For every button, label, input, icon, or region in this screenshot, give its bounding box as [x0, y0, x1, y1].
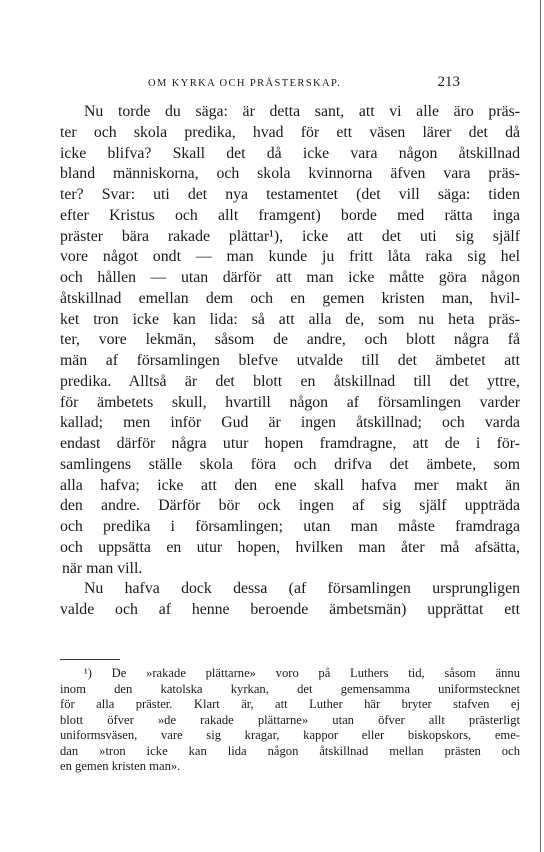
text-line: valde och af henne beroende ämbetsmän) upprättat ett: [60, 601, 520, 618]
text-line: när man vill.: [62, 559, 143, 577]
text-line: och uppsätta en utur hopen, hvilken man åter må afsätta,: [60, 538, 520, 556]
text-line: kallad; men inför Gud är ingen åtskillnad; och varda: [60, 414, 520, 432]
text-line: alla hafva; icke att den ene skall hafva mer makt än: [60, 476, 520, 494]
text-line: icke blifva? Skall det då icke vara någon åtskillnad: [60, 144, 520, 162]
body-text: [60, 102, 520, 621]
text-line: Nu torde du säga: är detta sant, att vi alle äro präs-: [84, 103, 520, 120]
text-line: åtskillnad emellan dem och en gemen kristen man, hvil-: [60, 289, 520, 307]
footnote-line: för alla präster. Klart är, att Luther här bryter stafven ej: [60, 697, 520, 711]
paragraph-1: [60, 102, 520, 579]
text-line: bland människorna, och skola kvinnorna äfven vara präs-: [60, 165, 520, 183]
text-line: den andre. Därför bör ock ingen af sig själf uppträda: [60, 497, 520, 515]
text-line: och predika i församlingen; utan man måste framdraga: [60, 518, 520, 535]
text-line: predika. Alltså är det blott en åtskillnad till det yttre,: [60, 372, 520, 390]
text-line: ter, vore lekmän, såsom de andre, och blott några få: [60, 331, 520, 349]
text-line: män af församlingen blefve utvalde till det ämbetet att: [60, 352, 520, 369]
paragraph-2: [60, 579, 520, 621]
footnote-line: dan »tron icke kan lida någon åtskillnad mellan prästen och: [60, 743, 520, 758]
footnote-line: en gemen kristen man».: [60, 759, 181, 773]
footnote-line: blott öfver »de rakade plättarne» utan öfver allt prästerligt: [60, 712, 520, 727]
text-line: ter och skola predika, hvad för ett väsen lärer det då: [60, 123, 520, 141]
running-head: OM KYRKA OCH PRÄSTERSKAP.: [148, 78, 342, 89]
page-edge-line: [540, 0, 541, 852]
page-header: [60, 74, 520, 94]
footnote-rule: [60, 659, 120, 660]
text-line: vore något ondt — man kunde ju fritt låta raka sig hel: [60, 248, 520, 266]
footnote-line: inom den katolska kyrkan, det gemensamma uniformstecknet: [60, 681, 520, 696]
text-line: ter? Svar: uti det nya testamentet (det vill säga: tiden: [60, 186, 520, 203]
text-line: och hållen — utan därför att man icke måtte göra någon: [60, 269, 520, 286]
text-line: endast därför några utur hopen framdragne, att de i för-: [60, 435, 520, 452]
text-line: präster bära rakade plättar¹), icke att det uti sig själf: [60, 227, 520, 245]
text-line: Nu hafva dock dessa (af församlingen ursprungligen: [84, 580, 520, 598]
footnote: [60, 666, 520, 775]
footnote-line: ¹) De »rakade plättarne» voro på Luthers tid, såsom ännu: [84, 666, 520, 680]
footnote-line: uniformsväsen, vare sig kragar, kappor eller biskopskors, eme-: [60, 728, 520, 742]
text-line: efter Kristus och allt framgent) borde med rätta inga: [60, 206, 520, 224]
page-number: 213: [437, 74, 460, 90]
text-line: samlingens ställe skola föra och drifva det ämbete, som: [60, 455, 520, 473]
text-line: för ämbetets skull, hvartill någon af församlingen varder: [60, 393, 520, 411]
text-line: ket tron icke kan lida: så att alla de, som nu heta präs-: [60, 310, 520, 328]
